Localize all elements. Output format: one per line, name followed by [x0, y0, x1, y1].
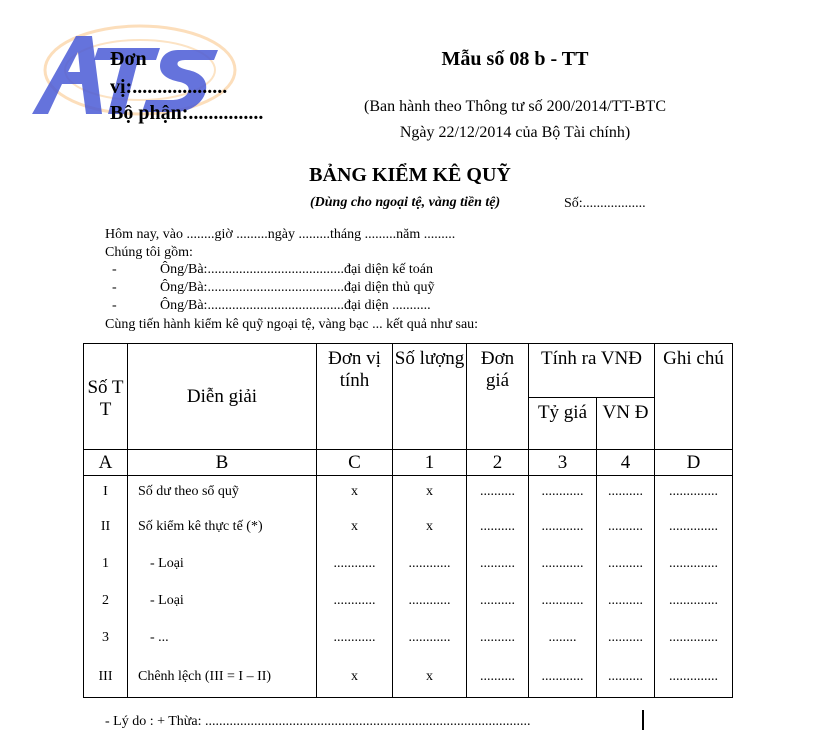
column-letter: 2	[467, 450, 529, 476]
cash-count-table	[83, 343, 733, 698]
row-quantity: x	[393, 476, 467, 509]
row-unit: ............	[317, 620, 393, 657]
row-rate: ............	[529, 509, 597, 546]
date-line: Hôm nay, vào ........giờ .........ngày .........tháng .........năm .........	[105, 227, 456, 242]
row-vnd: ..........	[597, 657, 655, 698]
row-vnd: ..........	[597, 620, 655, 657]
row-note: ..............	[655, 546, 733, 583]
text-cursor	[642, 710, 644, 730]
table-row	[84, 657, 733, 698]
unit-field: vị:...................	[110, 76, 228, 98]
document-subtitle: (Dùng cho ngoại tệ, vàng tiền tệ)	[310, 195, 501, 210]
header-stt: Số T T	[84, 344, 128, 450]
row-price: ..........	[467, 546, 529, 583]
row-note: ..............	[655, 476, 733, 509]
table-row	[84, 509, 733, 546]
row-price: ..........	[467, 509, 529, 546]
issued-date-line: Ngày 22/12/2014 của Bộ Tài chính)	[399, 124, 631, 141]
header-description: Diễn giải	[128, 344, 317, 450]
row-unit: x	[317, 476, 393, 509]
row-price: ..........	[467, 657, 529, 698]
row-unit: x	[317, 509, 393, 546]
row-rate: ............	[529, 583, 597, 620]
member-treasurer: Ông/Bà:.......................................đại diện thủ quỹ	[160, 280, 435, 295]
column-letter: 3	[529, 450, 597, 476]
row-description: Số dư theo sổ quỹ	[128, 476, 317, 509]
header-note: Ghi chú	[655, 344, 733, 450]
table-row	[84, 620, 733, 657]
table-row	[84, 546, 733, 583]
row-description: Số kiểm kê thực tế (*)	[128, 509, 317, 546]
row-price: ..........	[467, 620, 529, 657]
reason-line: - Lý do : + Thừa: .............................................................................................	[105, 714, 531, 729]
row-unit: ............	[317, 583, 393, 620]
form-code: Mẫu số 08 b - TT	[441, 48, 589, 70]
row-vnd: ..........	[597, 583, 655, 620]
row-quantity: ............	[393, 620, 467, 657]
member-other: Ông/Bà:.......................................đại diện ...........	[160, 298, 431, 313]
row-unit: ............	[317, 546, 393, 583]
header-vnd: VN Đ	[597, 398, 655, 450]
row-stt: 2	[84, 583, 128, 620]
row-quantity: x	[393, 509, 467, 546]
row-stt: III	[84, 657, 128, 698]
row-vnd: ..........	[597, 546, 655, 583]
header-rate: Tỷ giá	[529, 398, 597, 450]
member-dash: -	[112, 280, 117, 295]
column-letter: D	[655, 450, 733, 476]
row-note: ..............	[655, 583, 733, 620]
row-unit: x	[317, 657, 393, 698]
row-vnd: ..........	[597, 509, 655, 546]
column-letter: 1	[393, 450, 467, 476]
column-letter: A	[84, 450, 128, 476]
column-letter: B	[128, 450, 317, 476]
proceed-line: Cùng tiến hành kiểm kê quỹ ngoại tệ, vàng bạc ... kết quả như sau:	[105, 317, 479, 332]
header-quantity: Số lượng	[393, 344, 467, 450]
row-stt: 1	[84, 546, 128, 583]
department-field: Bộ phận:...............	[110, 102, 264, 124]
row-note: ..............	[655, 509, 733, 546]
table-row	[84, 476, 733, 509]
row-quantity: x	[393, 657, 467, 698]
issued-by-line: (Ban hành theo Thông tư số 200/2014/TT-BTC	[364, 98, 666, 115]
row-note: ..............	[655, 657, 733, 698]
column-letter: 4	[597, 450, 655, 476]
row-rate: ............	[529, 546, 597, 583]
unit-label: Đơn	[110, 48, 147, 70]
column-letter: C	[317, 450, 393, 476]
row-note: ..............	[655, 620, 733, 657]
row-description: - Loại	[128, 546, 317, 583]
row-rate: ............	[529, 657, 597, 698]
table-row	[84, 583, 733, 620]
row-quantity: ............	[393, 546, 467, 583]
member-accountant: Ông/Bà:.......................................đại diện kế toán	[160, 262, 433, 277]
row-description: Chênh lệch (III = I – II)	[128, 657, 317, 698]
row-rate: ............	[529, 476, 597, 509]
row-description: - Loại	[128, 583, 317, 620]
document-title: BẢNG KIỂM KÊ QUỸ	[309, 164, 511, 186]
row-price: ..........	[467, 476, 529, 509]
row-description: - ...	[128, 620, 317, 657]
row-rate: ........	[529, 620, 597, 657]
header-vnd-group: Tính ra VNĐ	[529, 344, 655, 398]
row-vnd: ..........	[597, 476, 655, 509]
row-price: ..........	[467, 583, 529, 620]
row-quantity: ............	[393, 583, 467, 620]
row-stt: 3	[84, 620, 128, 657]
header-unit: Đơn vị tính	[317, 344, 393, 450]
member-dash: -	[112, 298, 117, 313]
document-number: Số:..................	[564, 196, 646, 211]
row-stt: II	[84, 509, 128, 546]
members-line: Chúng tôi gồm:	[105, 245, 193, 260]
row-stt: I	[84, 476, 128, 509]
header-unit-price: Đơn giá	[467, 344, 529, 450]
member-dash: -	[112, 262, 117, 277]
